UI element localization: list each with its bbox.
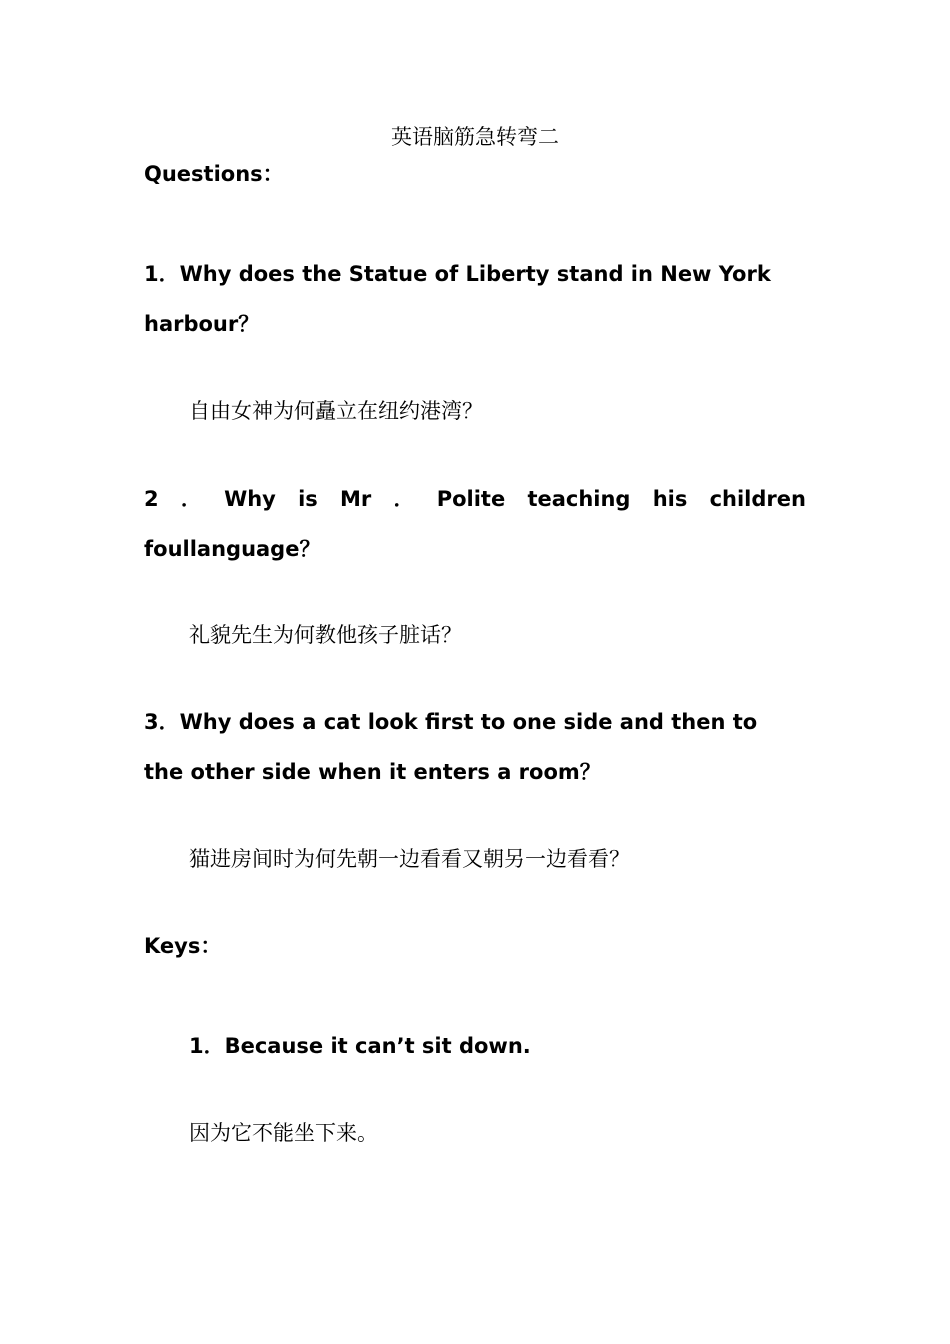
questions-heading: Questions： [144,162,284,186]
question-3-line-2: the other side when it enters a room？ [144,760,601,784]
question-2-word: teaching [527,487,631,511]
question-2-word: ． [393,487,415,511]
document-title: 英语脑筋急转弯二 [391,125,559,149]
question-2-line-2: foullanguage？ [144,537,321,561]
question-2-word: Polite [436,487,506,511]
question-2 [144,486,806,561]
question-3-translation: 猫进房间时为何先朝一边看看又朝另一边看看？ [189,847,630,871]
question-1 [144,261,806,336]
question-2-word: Mr [340,487,372,511]
question-3 [144,709,806,784]
question-1-translation: 自由女神为何矗立在纽约港湾？ [189,399,483,423]
keys-heading: Keys： [144,934,222,958]
question-2-translation: 礼貌先生为何教他孩子脏话？ [189,623,462,647]
key-1-translation: 因为它不能坐下来。 [189,1121,378,1145]
question-2-word: Why [224,487,276,511]
question-2-line-1 [144,486,806,512]
question-3-line-1: 3．Why does a cat look first to one side and then to [144,710,758,734]
question-1-line-1: 1．Why does the Statue of Liberty stand in New York [144,262,771,286]
question-2-word: ． [180,487,202,511]
key-1-answer: 1．Because it can’t sit down. [189,1034,531,1058]
question-2-word: 2 [144,487,159,511]
question-2-word: is [298,487,318,511]
question-2-word: his [652,487,688,511]
question-1-line-2: harbour？ [144,312,260,336]
question-2-word: children [709,487,806,511]
